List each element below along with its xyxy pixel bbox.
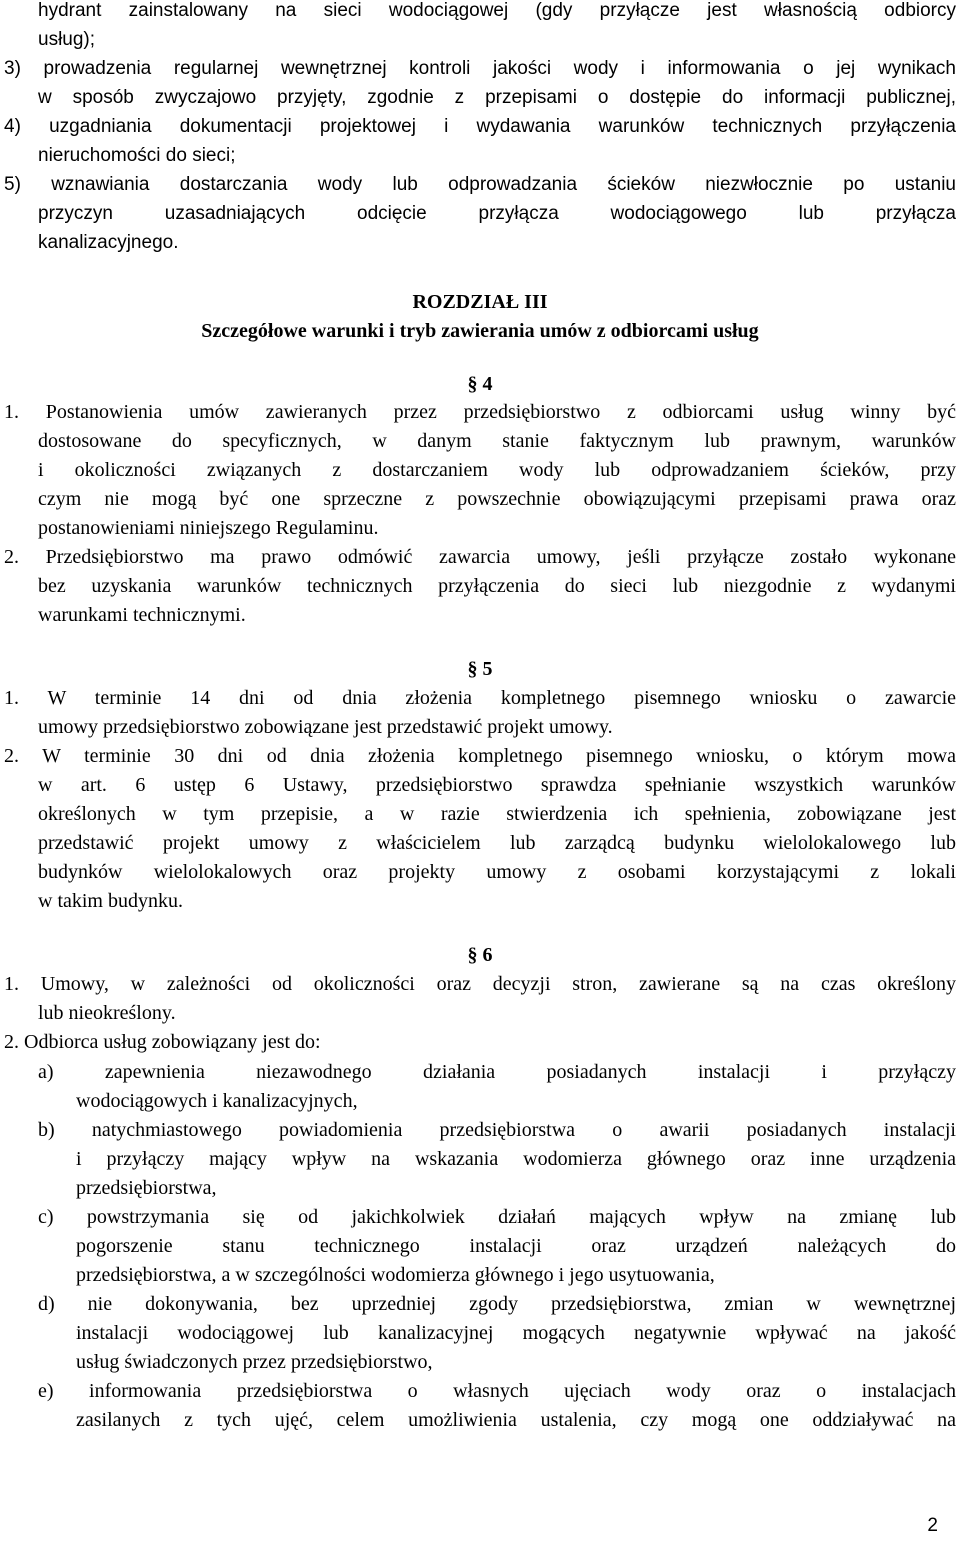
paragraph-line: usług świadczonych przez przedsiębiorstwo, — [76, 1351, 433, 1373]
list-item-a: a) zapewnienia niezawodnego działania posiadanych instalacji i przyłączy — [38, 1061, 956, 1083]
paragraph-line: instalacji wodociągowej lub kanalizacyjnej mogących negatywnie wpływać na jakość — [76, 1322, 956, 1344]
text-line: przyczyn uzasadniających odcięcie przyłącza wodociągowego lub przyłącza — [38, 203, 956, 224]
chapter-subtitle: Szczegółowe warunki i tryb zawierania umów z odbiorcami usług — [201, 320, 759, 342]
list-item-5: 5) wznawiania dostarczania wody lub odprowadzania ścieków niezwłocznie po ustaniu — [4, 174, 956, 195]
paragraph-line: przedstawić projekt umowy z właścicielem lub zarządcą budynku wielolokalowego lub — [38, 832, 956, 854]
paragraph-line: 1. Umowy, w zależności od okoliczności oraz decyzji stron, zawierane są na czas określony — [4, 973, 956, 995]
section-heading: § 4 — [467, 373, 493, 395]
text-line: w sposób zwyczajowo przyjęty, zgodnie z przepisami o dostępie do informacji publicznej, — [38, 87, 956, 108]
paragraph-line: 2. Odbiorca usług zobowiązany jest do: — [4, 1031, 321, 1053]
paragraph-line: warunkami technicznymi. — [38, 604, 246, 626]
text-line: hydrant zainstalowany na sieci wodociągowej (gdy przyłącze jest własnością odbiorcy — [38, 0, 956, 21]
paragraph-line: w art. 6 ustęp 6 Ustawy, przedsiębiorstwo sprawdza spełnianie wszystkich warunków — [38, 774, 956, 796]
section-heading: § 6 — [467, 944, 493, 966]
page-number: 2 — [927, 1515, 938, 1536]
paragraph-line: przedsiębiorstwa, a w szczególności wodomierza głównego i jego usytuowania, — [76, 1264, 715, 1286]
paragraph-line: określonych w tym przepisie, a w razie stwierdzenia ich spełnienia, zobowiązane jest — [38, 803, 956, 825]
text-line: kanalizacyjnego. — [38, 232, 179, 253]
paragraph-line: czym nie mogą być one sprzeczne z powszechnie obowiązującymi przepisami prawa oraz — [38, 488, 956, 510]
paragraph-line: i okoliczności związanych z dostarczaniem wody lub odprowadzaniem ścieków, przy — [38, 459, 956, 481]
paragraph-line: 1. W terminie 14 dni od dnia złożenia kompletnego pisemnego wniosku o zawarcie — [4, 687, 956, 709]
paragraph-line: dostosowane do specyficznych, w danym stanie faktycznym lub prawnym, warunków — [38, 430, 956, 452]
paragraph-line: i przyłączy mający wpływ na wskazania wodomierza głównego oraz inne urządzenia — [76, 1148, 956, 1170]
paragraph-line: 2. W terminie 30 dni od dnia złożenia kompletnego pisemnego wniosku, o którym mowa — [4, 745, 956, 767]
list-item-c: c) powstrzymania się od jakichkolwiek działań mających wpływ na zmianę lub — [38, 1206, 956, 1228]
paragraph-line: bez uzyskania warunków technicznych przyłączenia do sieci lub niezgodnie z wydanymi — [38, 575, 956, 597]
list-item-4: 4) uzgadniania dokumentacji projektowej i wydawania warunków technicznych przyłączenia — [4, 116, 956, 137]
list-item-3: 3) prowadzenia regularnej wewnętrznej kontroli jakości wody i informowania o jej wynikach — [4, 58, 956, 79]
paragraph-line: 1. Postanowienia umów zawieranych przez przedsiębiorstwo z odbiorcami usług winny być — [4, 401, 956, 423]
chapter-title: ROZDZIAŁ III — [412, 291, 548, 313]
paragraph-line: pogorszenie stanu technicznego instalacji oraz urządzeń należących do — [76, 1235, 956, 1257]
paragraph-line: w takim budynku. — [38, 890, 183, 912]
list-item-b: b) natychmiastowego powiadomienia przedsiębiorstwa o awarii posiadanych instalacji — [38, 1119, 956, 1141]
paragraph-line: 2. Przedsiębiorstwo ma prawo odmówić zawarcia umowy, jeśli przyłącze zostało wykonane — [4, 546, 956, 568]
paragraph-line: umowy przedsiębiorstwo zobowiązane jest przedstawić projekt umowy. — [38, 716, 613, 738]
paragraph-line: budynków wielolokalowych oraz projekty umowy z osobami korzystającymi z lokali — [38, 861, 956, 883]
paragraph-line: zasilanych z tych ujęć, celem umożliwienia ustalenia, czy mogą one oddziaływać na — [76, 1409, 956, 1431]
section-heading: § 5 — [467, 658, 493, 680]
paragraph-line: wodociągowych i kanalizacyjnych, — [76, 1090, 358, 1112]
list-item-d: d) nie dokonywania, bez uprzedniej zgody przedsiębiorstwa, zmian w wewnętrznej — [38, 1293, 956, 1315]
text-line: nieruchomości do sieci; — [38, 145, 236, 166]
text-line: usług); — [38, 29, 96, 50]
list-item-e: e) informowania przedsiębiorstwa o własnych ujęciach wody oraz o instalacjach — [38, 1380, 956, 1402]
paragraph-line: lub nieokreślony. — [38, 1002, 176, 1024]
paragraph-line: postanowieniami niniejszego Regulaminu. — [38, 517, 379, 539]
paragraph-line: przedsiębiorstwa, — [76, 1177, 217, 1199]
